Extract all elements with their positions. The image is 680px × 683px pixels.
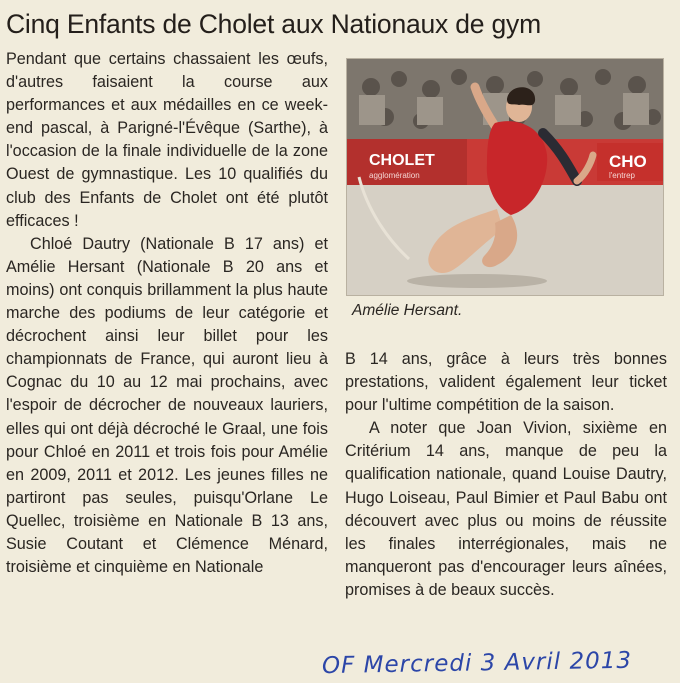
banner-right-subtext: l'entrep [609, 171, 635, 180]
article-headline: Cinq Enfants de Cholet aux Nationaux de gym [6, 9, 541, 39]
banner-left-subtext: agglomération [369, 171, 420, 180]
article-paragraph-1: Pendant que certains chassaient les œufs, d'autres faisaient la course aux performances et aux médailles en ce week-end pascal, à Parigné-l'Évêque (Sarthe), à l'occasion de la finale individuelle de la zone Ouest de gymnastique. Les 10 qualifiés du club des Enfants de Cholet ont été plutôt efficaces ! [6, 50, 328, 230]
photo-caption: Amélie Hersant. [352, 302, 463, 319]
gymnast-photo [346, 58, 664, 296]
article-paragraph-3: B 14 ans, grâce à leurs très bonnes prestations, valident également leur ticket pour l'ultime compétition de la saison. [345, 350, 667, 415]
article-column-right [345, 348, 667, 602]
banner-left-text: CHOLET [369, 152, 435, 169]
banner-right-text: CHO [609, 152, 647, 171]
article-paragraph-2: Chloé Dautry (Nationale B 17 ans) et Amélie Hersant (Nationale B 20 ans et moins) ont conquis brillamment la plus haute marche des podiums de leur catégorie et décrochent ainsi leur billet pour les championnats de France, qui auront lieu à Cognac du 10 au 12 mai prochains, avec l'espoir de décrocher de nouveaux lauriers, elles qui ont déjà décroché le Graal, une fois pour Chloé en 2011 et trois fois pour Amélie en 2009, 2011 et 2012. Les jeunes filles ne partiront pas seules, puisqu'Orlane Le Quellec, troisième en Nationale B 13 ans, Susie Coutant et Clémence Ménard, troisième et cinquième en Nationale [6, 234, 328, 577]
article-paragraph-4: A noter que Joan Vivion, sixième en Critérium 14 ans, manque de peu la qualification nationale, quand Louise Dautry, Hugo Loiseau, Paul Bimier et Paul Babu ont découvert avec plus ou moins de réussite les finales interrégionales, mais ne manqueront pas d'encourager leurs aînées, promises à de beaux succès. [345, 419, 667, 599]
handwritten-date-note: OF Mercredi 3 Avril 2013 [321, 647, 633, 680]
article-column-left [6, 48, 328, 579]
gymnast-photo-drawing [347, 59, 664, 296]
